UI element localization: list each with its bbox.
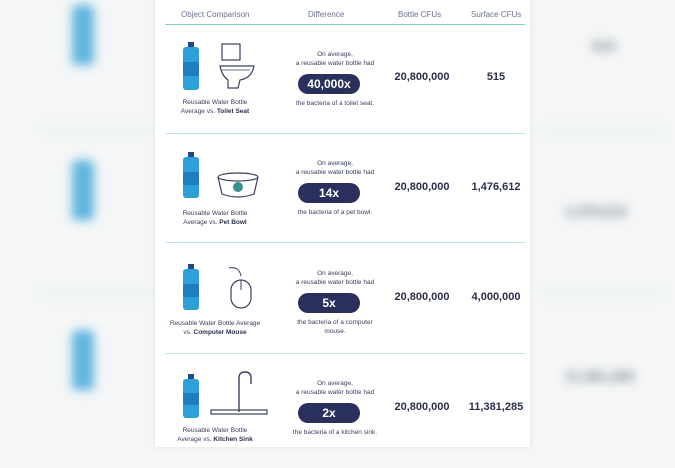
surface-cfus-value: 11,381,285 xyxy=(468,401,524,413)
row-caption: Reusable Water Bottle Average vs. Computer Mouse xyxy=(169,320,261,336)
bottle-icon xyxy=(183,152,199,198)
header-surface-cfus: Surface CFUs xyxy=(471,10,522,19)
bottle-cfus-value: 20,800,000 xyxy=(394,401,450,413)
row-caption: Reusable Water Bottle Average vs. Kitchen Sink xyxy=(177,427,253,443)
header-divider xyxy=(165,24,525,25)
comparison-row-kitchen-sink xyxy=(155,360,530,468)
blurred-value: 11,381,285 xyxy=(565,368,635,384)
pet-bowl-icon xyxy=(217,172,259,198)
bottle-icon xyxy=(72,5,94,65)
surface-cfus-value: 1,476,612 xyxy=(471,181,521,193)
bottle-cfus-value: 20,800,000 xyxy=(394,71,450,83)
multiplier-badge: 40,000x xyxy=(298,74,360,94)
bottle-cfus-value: 20,800,000 xyxy=(394,181,450,193)
difference-outro: the bacteria of a kitchen sink. xyxy=(292,429,378,436)
computer-mouse-icon xyxy=(225,266,255,310)
blurred-value: 515 xyxy=(592,38,616,54)
multiplier-badge: 2x xyxy=(298,403,360,423)
row-divider xyxy=(165,133,525,134)
header-difference: Difference xyxy=(308,10,345,19)
difference-intro: On average, a reusable water bottle had xyxy=(295,380,375,396)
comparison-row-toilet-seat xyxy=(155,30,530,138)
comparison-card xyxy=(155,0,530,447)
difference-outro: the bacteria of a toilet seat. xyxy=(295,100,375,107)
surface-cfus-value: 4,000,000 xyxy=(471,291,521,303)
divider xyxy=(40,128,155,130)
multiplier-badge: 5x xyxy=(298,293,360,313)
kitchen-sink-icon xyxy=(211,372,267,418)
divider xyxy=(540,128,665,130)
difference-outro: the bacteria of a pet bowl. xyxy=(297,209,373,216)
toilet-icon xyxy=(220,44,256,88)
header-object-comparison: Object Comparison xyxy=(181,10,250,19)
comparison-row-pet-bowl xyxy=(155,140,530,248)
blurred-value: 1,476,612 xyxy=(565,203,628,219)
multiplier-badge: 14x xyxy=(298,183,360,203)
row-divider xyxy=(165,242,525,243)
bottle-icon xyxy=(183,264,199,310)
surface-cfus-value: 515 xyxy=(486,71,506,83)
row-divider xyxy=(165,353,525,354)
bottle-icon xyxy=(183,374,199,418)
divider xyxy=(40,292,155,294)
divider xyxy=(540,292,665,294)
bottle-icon xyxy=(183,42,199,90)
header-bottle-cfus: Bottle CFUs xyxy=(398,10,442,19)
row-caption: Reusable Water Bottle Average vs. Pet Bowl xyxy=(182,210,248,226)
bottle-icon xyxy=(72,160,94,220)
difference-intro: On average, a reusable water bottle had xyxy=(295,51,375,67)
bottle-cfus-value: 20,800,000 xyxy=(394,291,450,303)
bottle-icon xyxy=(72,330,94,390)
row-caption: Reusable Water Bottle Average vs. Toilet Seat xyxy=(180,99,250,115)
difference-outro: the bacteria of a computer mouse. xyxy=(297,319,373,335)
difference-intro: On average, a reusable water bottle had xyxy=(295,270,375,286)
comparison-row-computer-mouse xyxy=(155,250,530,358)
difference-intro: On average, a reusable water bottle had xyxy=(295,160,375,176)
